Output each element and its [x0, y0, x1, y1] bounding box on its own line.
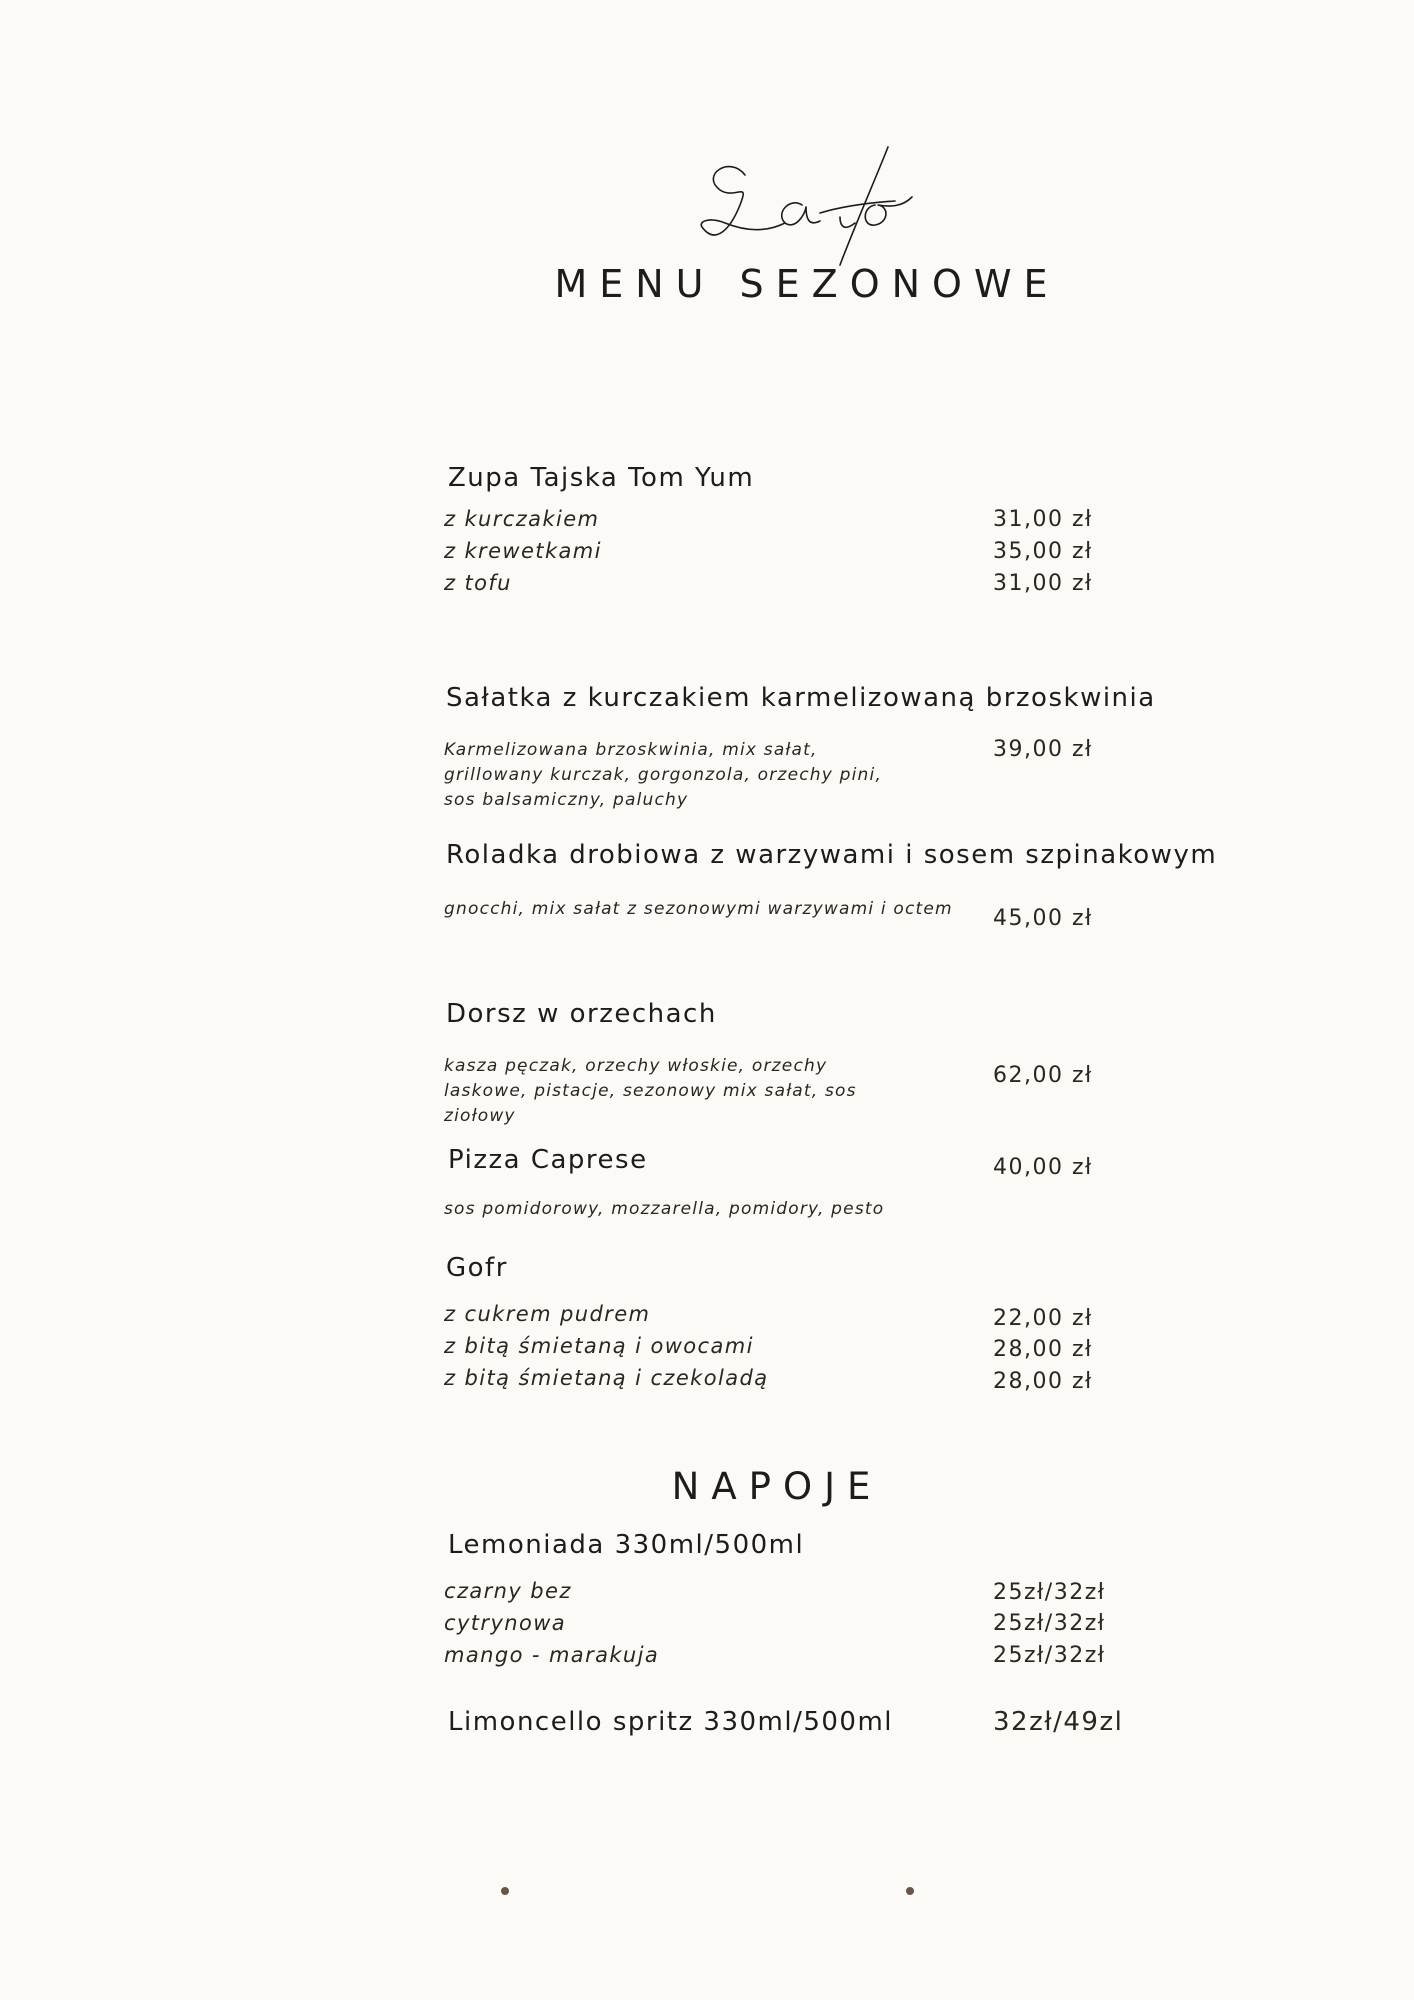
decorative-dot [501, 1887, 509, 1895]
salad-price: 39,00 zł [993, 737, 1093, 762]
dish-title-salad: Sałatka z kurczakiem karmelizowaną brzoskwinia [446, 683, 1156, 713]
lemonade-option-label: mango - marakuja [444, 1643, 660, 1667]
menu-subtitle: MENU SEZONOWE [554, 262, 1060, 306]
soup-option-label: z krewetkami [444, 539, 602, 563]
soup-option-label: z kurczakiem [444, 507, 600, 531]
soup-option-price: 31,00 zł [993, 507, 1093, 532]
decorative-dot [906, 1887, 914, 1895]
waffle-option-label: z bitą śmietaną i owocami [444, 1334, 754, 1358]
roulade-price: 45,00 zł [993, 906, 1093, 931]
dish-title-cod: Dorsz w orzechach [446, 999, 717, 1029]
soup-option-price: 31,00 zł [993, 571, 1093, 596]
cod-price: 62,00 zł [993, 1063, 1093, 1088]
waffle-option-price: 22,00 zł [993, 1306, 1093, 1331]
cod-description: kasza pęczak, orzechy włoskie, orzechy laskowe, pistacje, sezonowy mix sałat, sos ziołowy [444, 1056, 857, 1126]
waffle-option-label: z bitą śmietaną i czekoladą [444, 1366, 769, 1390]
dish-title-pizza: Pizza Caprese [448, 1145, 648, 1175]
pizza-description: sos pomidorowy, mozzarella, pomidory, pesto [444, 1199, 885, 1219]
lemonade-option-label: czarny bez [444, 1579, 572, 1603]
lemonade-option-price: 25zł/32zł [993, 1580, 1106, 1605]
waffle-option-label: z cukrem pudrem [444, 1302, 651, 1326]
lemonade-option-price: 25zł/32zł [993, 1643, 1106, 1668]
dish-title-lemonade: Lemoniada 330ml/500ml [448, 1530, 805, 1560]
dish-title-soup: Zupa Tajska Tom Yum [448, 463, 755, 493]
roulade-description: gnocchi, mix sałat z sezonowymi warzywami i octem [444, 899, 953, 919]
lemonade-option-price: 25zł/32zł [993, 1611, 1106, 1636]
salad-description: Karmelizowana brzoskwinia, mix sałat, grillowany kurczak, gorgonzola, orzechy pini, sos balsamiczny, paluchy [444, 740, 883, 810]
waffle-option-price: 28,00 zł [993, 1369, 1093, 1394]
dish-title-spritz: Limoncello spritz 330ml/500ml [448, 1707, 894, 1737]
soup-option-label: z tofu [444, 571, 512, 595]
dish-title-roulade: Roladka drobiowa z warzywami i sosem szpinakowym [446, 840, 1218, 870]
drinks-heading: NAPOJE [671, 1465, 883, 1508]
lemonade-option-label: cytrynowa [444, 1611, 567, 1635]
waffle-option-price: 28,00 zł [993, 1337, 1093, 1362]
pizza-price: 40,00 zł [993, 1155, 1093, 1180]
dish-title-waffle: Gofr [446, 1253, 508, 1283]
soup-option-price: 35,00 zł [993, 539, 1093, 564]
spritz-price: 32zł/49zl [993, 1707, 1124, 1737]
